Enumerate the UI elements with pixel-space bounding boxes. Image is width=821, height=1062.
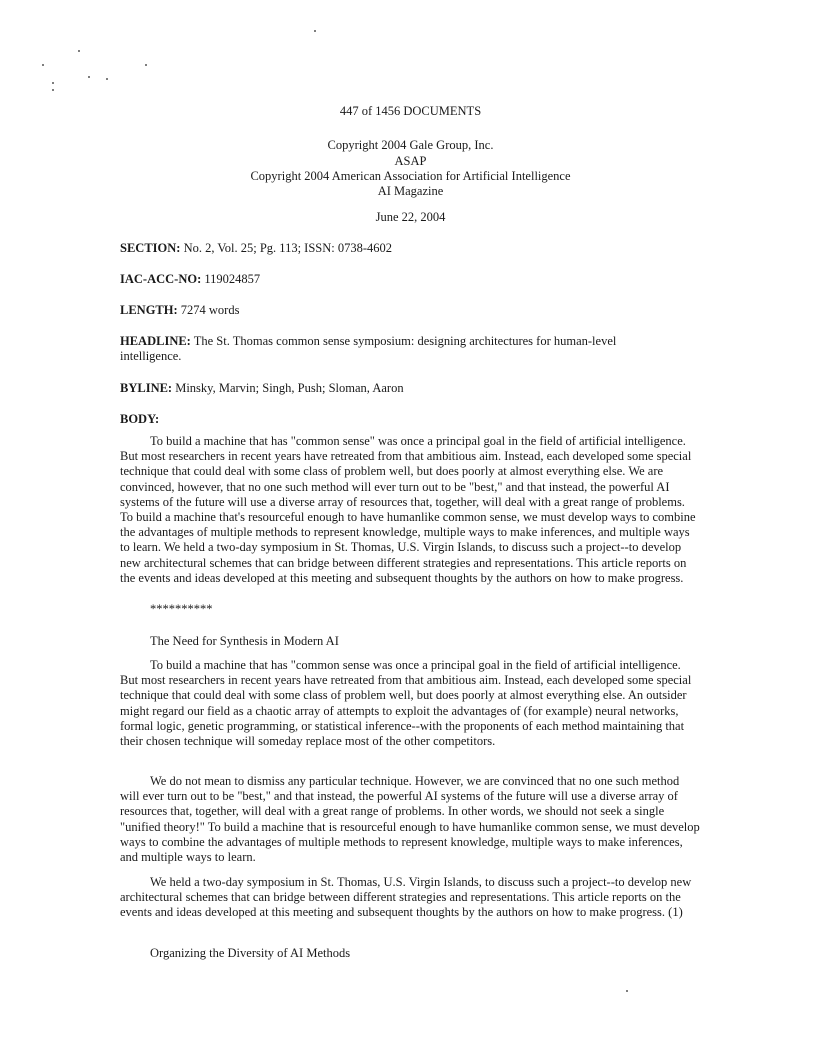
abstract-text: To build a machine that has "common sense" was once a principal goal in the field of artificial intelligence. But most researchers in recent years have retreated from that ambitious aim. Instead, each developed some special technique that could deal with some class of problem well, but does poorly at almost everything else. We are convinced, however, that no one such method will ever turn out to be "best," and that instead, the powerful AI systems of the future will use a diverse array of resources that, together, will deal with a great range of problems. To build a machine that's resourceful enough to have humanlike common sense, we must develop ways to combine the advantages of multiple methods to represent knowledge, multiple ways to make inferences, and multiple ways to learn. We held a two-day symposium in St. Thomas, U.S. Virgin Islands, to discuss such a project--to develop new architectural schemes that can bridge between different strategies and representations. This article reports on the events and ideas developed at this meeting and subsequent thoughts by the authors on how to make progress.	[120, 434, 696, 585]
publisher: ASAP	[394, 154, 427, 168]
scan-speck	[52, 82, 54, 84]
length-label: LENGTH:	[120, 303, 178, 317]
length-value: 7274 words	[180, 303, 240, 317]
section-heading-synthesis: The Need for Synthesis in Modern AI	[150, 634, 339, 648]
byline-label: BYLINE:	[120, 381, 173, 395]
headline-field	[120, 334, 665, 364]
paragraph-3-text: We held a two-day symposium in St. Thomas, U.S. Virgin Islands, to discuss such a project--to develop new architectural schemes that can bridge between different strategies and representations. This article reports on the events and ideas developed at this meeting and subsequent thoughts by the authors on how to make progress. (1)	[120, 875, 692, 920]
paragraph-1	[120, 658, 700, 749]
iac-field	[120, 272, 700, 287]
headline-label: HEADLINE:	[120, 334, 191, 348]
paragraph-1-text: To build a machine that has "common sense was once a principal goal in the field of artificial intelligence. But most researchers in recent years have retreated from that ambitious aim. Instead, each developed some special technique that could deal with some class of problem well, but does poorly at almost everything else. An outsider might regard our field as a chaotic array of attempts to exploit the advantages of (for example) neural networks, formal logic, genetic programming, or statistical inference--with the proponents of each method maintaining that their chosen technique will someday replace most of the other competitors.	[120, 658, 692, 749]
paragraph-3	[120, 875, 700, 921]
iac-label: IAC-ACC-NO:	[120, 272, 202, 286]
section-label: SECTION:	[120, 241, 181, 255]
paragraph-2-text: We do not mean to dismiss any particular technique. However, we are convinced that no one such method will ever turn out to be "best," and that instead, the powerful AI systems of the future will use a diverse array of resources that, together, will deal with a great range of problems. In other words, we should not seek a single "unified theory!" To build a machine that is resourceful enough to have humanlike common sense, we must develop ways to combine the advantages of multiple methods to represent knowledge, multiple ways to make inferences, and multiple ways to learn.	[120, 774, 700, 865]
iac-value: 119024857	[204, 272, 261, 286]
section-field	[120, 241, 700, 256]
paragraph-2	[120, 774, 700, 865]
scan-speck	[42, 64, 44, 66]
copyright-gale: Copyright 2004 Gale Group, Inc.	[327, 138, 494, 152]
body-label: BODY:	[120, 412, 160, 426]
scan-speck	[52, 89, 54, 91]
document-count: 447 of 1456 DOCUMENTS	[339, 104, 482, 118]
abstract-paragraph	[120, 434, 700, 586]
scan-speck	[106, 78, 108, 80]
scan-speck	[88, 76, 90, 78]
byline-value: Minsky, Marvin; Singh, Push; Sloman, Aaron	[175, 381, 404, 395]
copyright-aaai: Copyright 2004 American Association for Artificial Intelligence	[250, 169, 571, 183]
publication-name: AI Magazine	[377, 184, 444, 198]
scan-speck	[145, 64, 147, 66]
length-field	[120, 303, 700, 318]
headline-value: The St. Thomas common sense symposium: designing architectures for human-level intelligence.	[120, 334, 617, 364]
scan-speck	[78, 50, 80, 52]
publication-date: June 22, 2004	[375, 210, 446, 224]
byline-field	[120, 381, 700, 396]
section-heading-diversity: Organizing the Diversity of AI Methods	[150, 946, 351, 960]
scan-speck	[314, 30, 316, 32]
scan-speck	[626, 990, 628, 992]
separator: **********	[150, 602, 213, 616]
section-value: No. 2, Vol. 25; Pg. 113; ISSN: 0738-4602	[183, 241, 393, 255]
